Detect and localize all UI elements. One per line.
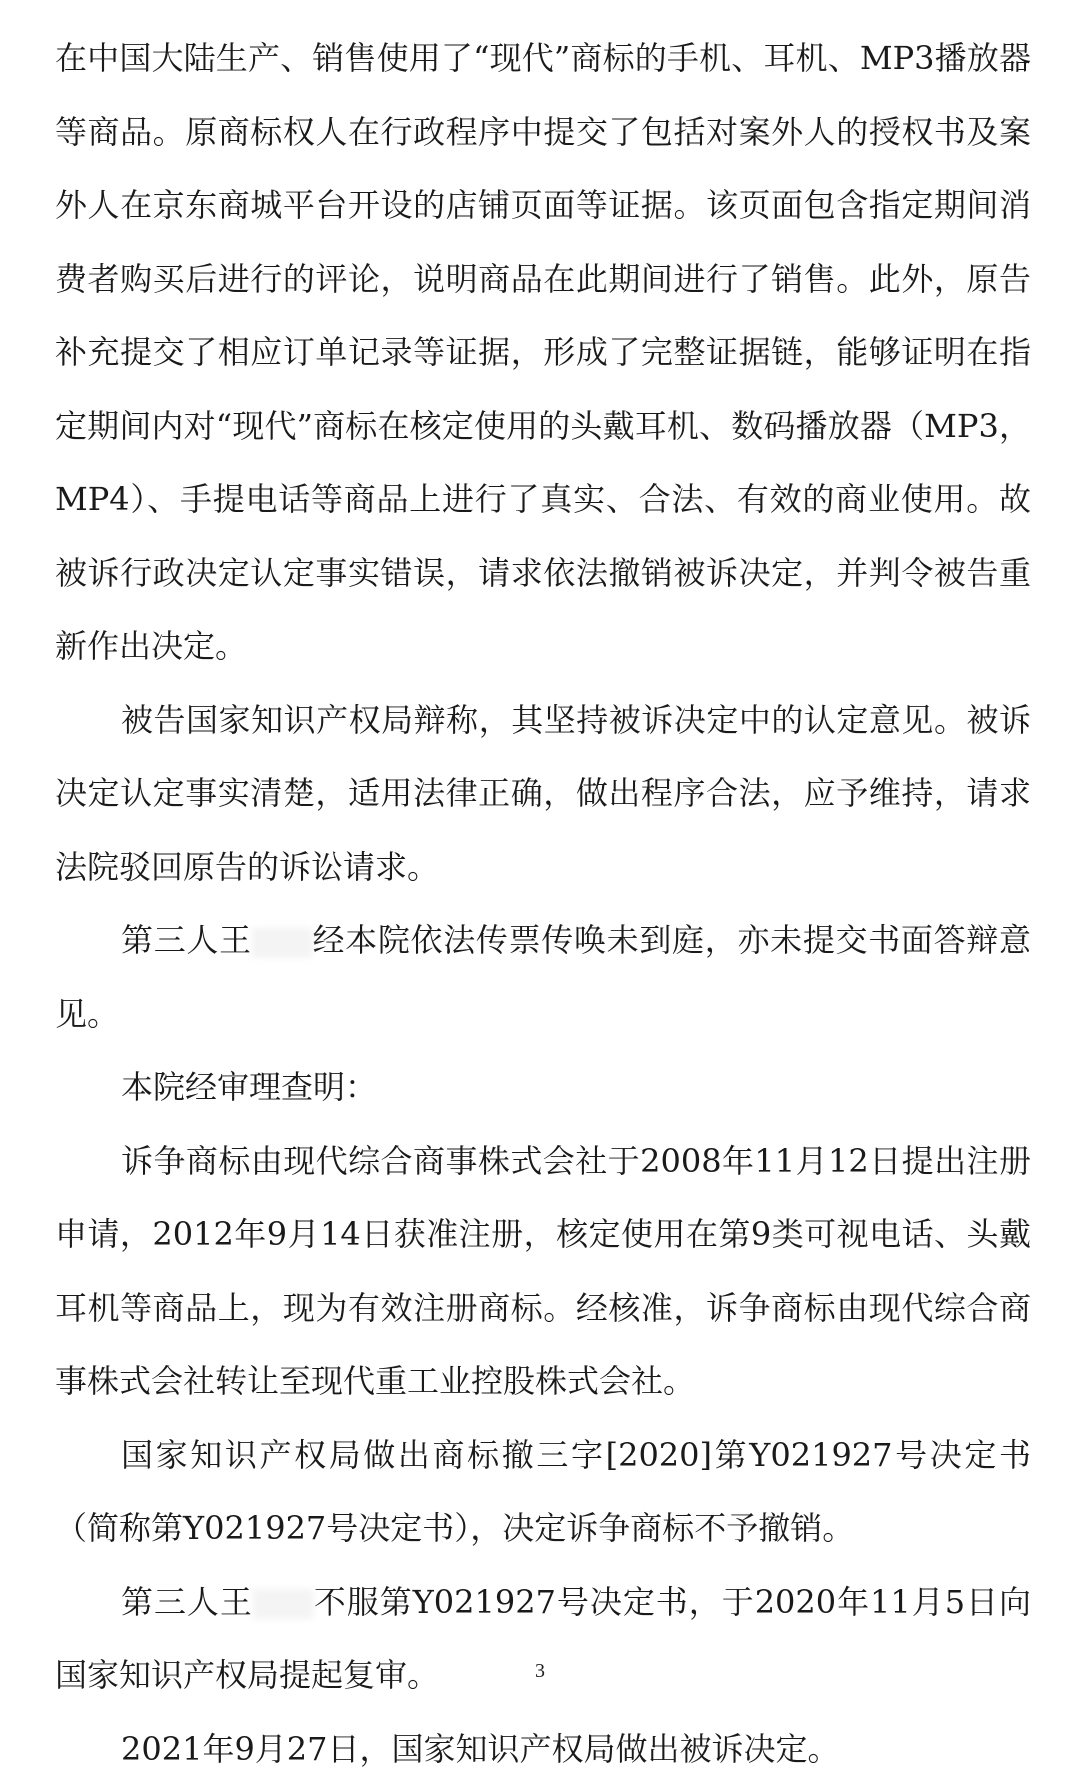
paragraph-third-party-absence [55, 904, 1031, 1051]
review-request-text: 不服第Y021927号决定书，于2020年11月5日向国家知识产权局提起复审。 [55, 1583, 1031, 1695]
third-party-name: 第三人王 [121, 1583, 253, 1621]
paragraph-findings-heading: 本院经审理查明： [55, 1051, 1031, 1125]
paragraph-cnipa-decision: 国家知识产权局做出商标撤三字[2020]第Y021927号决定书（简称第Y021927号决定书），决定诉争商标不予撤销。 [55, 1419, 1031, 1566]
redacted-name [253, 1589, 313, 1619]
third-party-absence-text: 经本院依法传票传唤未到庭，亦未提交书面答辩意见。 [55, 921, 1031, 1033]
redacted-name [252, 928, 312, 958]
paragraph-defendant-defense: 被告国家知识产权局辩称，其坚持被诉决定中的认定意见。被诉决定认定事实清楚，适用法律正确，做出程序合法，应予维持，请求法院驳回原告的诉讼请求。 [55, 684, 1031, 905]
paragraph-review-request [55, 1566, 1031, 1713]
paragraph-trademark-registration: 诉争商标由现代综合商事株式会社于2008年11月12日提出注册申请，2012年9月14日获准注册，核定使用在第9类可视电话、头戴耳机等商品上，现为有效注册商标。经核准，诉争商标由现代综合商事株式会社转让至现代重工业控股株式会社。 [55, 1125, 1031, 1419]
paragraph-decision-date: 2021年9月27日，国家知识产权局做出被诉决定。 [55, 1713, 1031, 1786]
third-party-name: 第三人王 [121, 921, 252, 959]
paragraph-plaintiff-claim: 在中国大陆生产、销售使用了“现代”商标的手机、耳机、MP3播放器等商品。原商标权人在行政程序中提交了包括对案外人的授权书及案外人在京东商城平台开设的店铺页面等证据。该页面包含指定期间消费者购买后进行的评论，说明商品在此期间进行了销售。此外，原告补充提交了相应订单记录等证据，形成了完整证据链，能够证明在指定期间内对“现代”商标在核定使用的头戴耳机、数码播放器（MP3，MP4）、手提电话等商品上进行了真实、合法、有效的商业使用。故被诉行政决定认定事实错误，请求依法撤销被诉决定，并判令被告重新作出决定。 [55, 22, 1031, 684]
page-number: 3 [0, 1660, 1080, 1683]
document-body [55, 22, 1031, 1786]
